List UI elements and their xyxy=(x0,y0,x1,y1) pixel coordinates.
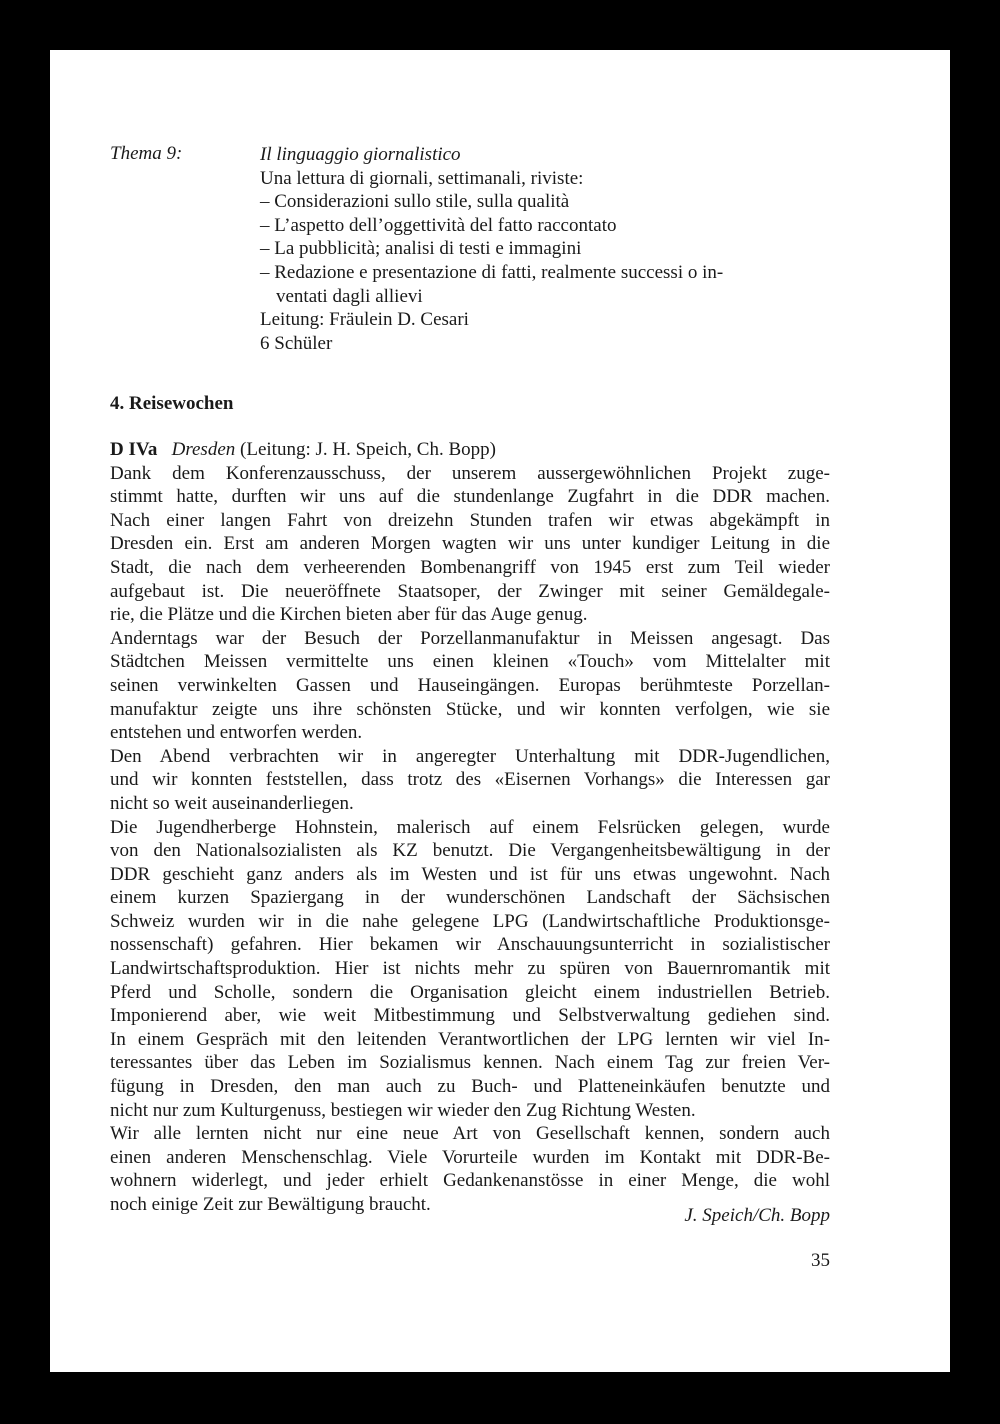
paragraph-line: rie, die Plätze und die Kirchen bieten aber für das Auge genug. xyxy=(110,604,588,626)
paragraph-line: Stadt, die nach dem verheerenden Bombenangriff von 1945 erst zum Teil wieder xyxy=(110,556,830,578)
paragraph-line: Imponierend aber, wie weit Mitbestimmung und Selbstverwaltung gediehen sind. xyxy=(110,1005,830,1027)
paragraph-line: Dank dem Konferenzausschuss, der unserem aussergewöhnlichen Projekt zuge- xyxy=(110,462,830,484)
paragraph-line: aufgebaut ist. Die neueröffnete Staatsoper, der Zwinger mit seiner Gemäldegale- xyxy=(110,580,830,602)
page-number: 35 xyxy=(811,1250,830,1271)
thema-item: – La pubblicità; analisi di testi e immagini xyxy=(260,238,582,260)
paragraph-line: und wir konnten feststellen, dass trotz des «Eisernen Vorhangs» die Interessen gar xyxy=(110,769,830,791)
thema-label: Thema 9: xyxy=(110,143,183,164)
paragraph-line: stimmt hatte, durften wir uns auf die stundenlange Zugfahrt in die DDR machen. xyxy=(110,486,830,508)
paragraph-line: einen anderen Menschenschlag. Viele Vorurteile wurden im Kontakt mit DDR-Be- xyxy=(110,1146,830,1168)
paragraph-line: DDR geschieht ganz anders als im Westen und ist für uns etwas ungewohnt. Nach xyxy=(110,863,830,885)
paragraph-line: einem kurzen Spaziergang in der wunderschönen Landschaft der Sächsischen xyxy=(110,887,830,909)
report-body xyxy=(110,438,830,1217)
thema-schueler: 6 Schüler xyxy=(260,332,333,354)
paragraph-line: Wir alle lernten nicht nur eine neue Art von Gesellschaft kennen, sondern auch xyxy=(110,1123,830,1145)
thema-item: – L’aspetto dell’oggettività del fatto raccontato xyxy=(260,214,617,236)
paragraph-line: Dresden ein. Erst am anderen Morgen wagten wir uns unter kundiger Leitung in die xyxy=(110,533,830,555)
thema-intro: Una lettura di giornali, settimanali, riviste: xyxy=(260,167,584,189)
paragraph-line: In einem Gespräch mit den leitenden Verantwortlichen der LPG lernten wir viel In- xyxy=(110,1028,830,1050)
paragraph-line: nossenschaft) gefahren. Hier bekamen wir Anschauungsunterricht in sozialistischer xyxy=(110,934,830,956)
report-leitung: (Leitung: J. H. Speich, Ch. Bopp) xyxy=(240,439,496,460)
paragraph-line: Den Abend verbrachten wir in angeregter Unterhaltung mit DDR-Jugendlichen, xyxy=(110,745,830,767)
thema-title: Il linguaggio giornalistico xyxy=(260,144,461,165)
report-code: D IVa xyxy=(110,439,158,460)
paragraph-line: Anderntags war der Besuch der Porzellanmanufaktur in Meissen angesagt. Das xyxy=(110,627,830,649)
paragraph-line: Landwirtschaftsproduktion. Hier ist nichts mehr zu spüren von Bauernromantik mit xyxy=(110,958,830,980)
paragraph-line: von den Nationalsozialisten als KZ benutzt. Die Vergangenheitsbewältigung in der xyxy=(110,840,830,862)
paragraph-line: seinen verwinkelten Gassen und Hauseingängen. Europas berühmteste Porzellan- xyxy=(110,674,830,696)
paragraph-line: Schweiz wurden wir in die nahe gelegene LPG (Landwirtschaftliche Produktionsge- xyxy=(110,910,830,932)
paragraph-line: nicht nur zum Kulturgenuss, bestiegen wir wieder den Zug Richtung Westen. xyxy=(110,1099,696,1121)
paragraph-line: manufaktur zeigte uns ihre schönsten Stücke, und wir konnten verfolgen, wie sie xyxy=(110,698,830,720)
thema-item: – Considerazioni sullo stile, sulla qualità xyxy=(260,191,570,213)
paragraph-line: teressantes über das Leben im Sozialismus kennen. Nach einem Tag zur freien Ver- xyxy=(110,1052,830,1074)
paragraph-line: entstehen und entworfen werden. xyxy=(110,722,363,744)
paragraph-line: Nach einer langen Fahrt von dreizehn Stunden trafen wir etwas abgekämpft in xyxy=(110,509,830,531)
signature: J. Speich/Ch. Bopp xyxy=(684,1205,830,1226)
paragraph-line: fügung in Dresden, den man auch zu Buch- und Platteneinkäufen benutzte und xyxy=(110,1076,830,1098)
report-place: Dresden xyxy=(171,439,236,460)
paragraph-line: Pferd und Scholle, sondern die Organisation gleicht einem industriellen Betrieb. xyxy=(110,981,830,1003)
paragraph-line: nicht so weit auseinanderliegen. xyxy=(110,792,354,814)
thema-leitung: Leitung: Fräulein D. Cesari xyxy=(260,309,469,331)
report-header xyxy=(110,438,830,462)
paragraph-line: Die Jugendherberge Hohnstein, malerisch auf einem Felsrücken gelegen, wurde xyxy=(110,816,830,838)
section-heading: 4. Reisewochen xyxy=(110,393,234,414)
document-page xyxy=(50,50,950,1372)
thema-block xyxy=(260,143,723,355)
paragraph-line: wohnern widerlegt, und jeder erhielt Gedankenanstösse in einer Menge, die wohl xyxy=(110,1170,830,1192)
paragraph-line: Städtchen Meissen vermittelte uns einen kleinen «Touch» vom Mittelalter mit xyxy=(110,651,830,673)
thema-item: – Redazione e presentazione di fatti, realmente successi o in- xyxy=(260,261,724,283)
thema-item-continuation: ventati dagli allievi xyxy=(276,285,423,307)
paragraph-line: noch einige Zeit zur Bewältigung braucht. xyxy=(110,1194,431,1215)
